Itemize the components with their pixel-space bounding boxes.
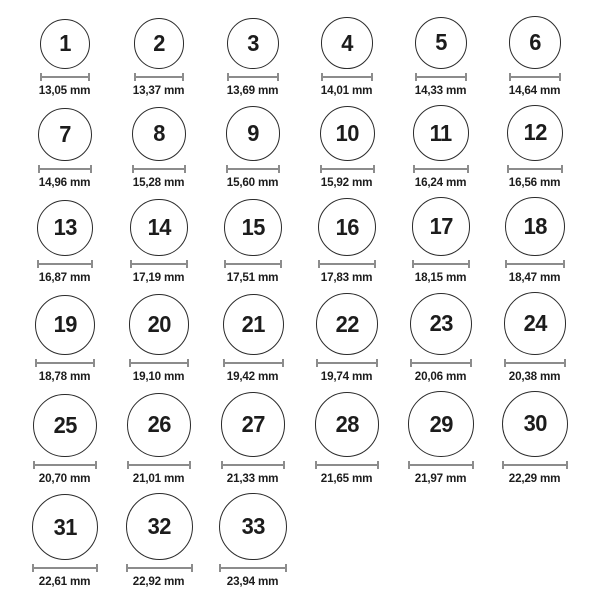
diameter-measure-line: [132, 165, 186, 173]
diameter-label: 23,94 mm: [227, 574, 279, 589]
diameter-measure-line: [219, 564, 287, 572]
diameter-measure-line: [227, 73, 278, 81]
diameter-measure-line: [507, 165, 563, 173]
diameter-label: 18,15 mm: [415, 270, 467, 285]
ring-size-number: 9: [247, 120, 259, 147]
ring-size-number: 30: [523, 410, 547, 437]
diameter-measure-line: [33, 461, 96, 469]
ring-circle: [316, 293, 378, 355]
ring-size-cell: [18, 108, 112, 189]
ring-circle: [40, 19, 90, 69]
ring-circle: [413, 105, 469, 161]
diameter-label: 19,42 mm: [227, 368, 279, 383]
diameter-label: 20,70 mm: [39, 470, 91, 485]
diameter-label: 18,78 mm: [39, 368, 91, 383]
diameter-label: 14,96 mm: [39, 174, 91, 189]
ring-circle: [35, 295, 95, 355]
diameter-measure-line: [37, 260, 94, 268]
diameter-measure-line: [226, 165, 280, 173]
diameter-label: 13,37 mm: [133, 82, 185, 97]
diameter-measure-line: [504, 359, 567, 367]
ring-circle: [315, 392, 380, 457]
ring-size-number: 28: [335, 410, 359, 437]
ring-circle: [130, 199, 187, 256]
ring-circle: [33, 394, 96, 457]
ring-circle: [504, 292, 567, 355]
ring-size-cell: [300, 17, 394, 97]
diameter-label: 19,74 mm: [321, 368, 373, 383]
diameter-label: 15,28 mm: [133, 174, 185, 189]
diameter-label: 15,92 mm: [321, 174, 373, 189]
diameter-measure-line: [410, 359, 472, 367]
ring-circle: [227, 18, 278, 69]
ring-circle: [224, 199, 282, 257]
ring-size-number: 17: [429, 213, 453, 240]
diameter-measure-line: [38, 165, 91, 173]
ring-size-number: 23: [429, 310, 453, 337]
diameter-label: 19,10 mm: [133, 368, 185, 383]
diameter-measure-line: [321, 73, 373, 81]
ring-circle: [505, 197, 564, 256]
diameter-label: 21,33 mm: [227, 470, 279, 485]
ring-size-number: 25: [53, 411, 77, 438]
ring-size-number: 18: [523, 212, 547, 239]
diameter-label: 17,19 mm: [133, 270, 185, 285]
ring-size-number: 19: [53, 311, 77, 338]
ring-size-number: 32: [147, 513, 171, 540]
ring-size-cell: [300, 293, 394, 383]
diameter-measure-line: [134, 73, 185, 81]
ring-circle: [318, 198, 376, 256]
ring-size-cell: [206, 493, 300, 589]
ring-size-number: 2: [153, 30, 165, 57]
ring-size-number: 27: [241, 411, 265, 438]
ring-circle: [320, 106, 375, 161]
diameter-label: 21,65 mm: [321, 470, 373, 485]
diameter-measure-line: [32, 564, 99, 572]
ring-size-cell: [300, 392, 394, 485]
diameter-label: 15,60 mm: [227, 174, 279, 189]
ring-circle: [129, 294, 190, 355]
ring-size-cell: [112, 493, 206, 588]
ring-size-cell: [488, 391, 582, 485]
ring-size-number: 14: [147, 214, 171, 241]
ring-size-cell: [206, 199, 300, 285]
diameter-label: 21,97 mm: [415, 470, 467, 485]
ring-size-number: 31: [53, 513, 77, 540]
diameter-label: 22,92 mm: [133, 574, 185, 589]
diameter-label: 14,33 mm: [415, 82, 467, 97]
ring-size-cell: [488, 105, 582, 189]
ring-circle: [321, 17, 373, 69]
ring-size-row: [18, 197, 582, 284]
ring-size-number: 10: [335, 119, 359, 146]
diameter-label: 21,01 mm: [133, 470, 185, 485]
ring-size-number: 13: [53, 214, 77, 241]
diameter-measure-line: [224, 260, 282, 268]
diameter-measure-line: [127, 461, 191, 469]
ring-circle: [221, 392, 285, 456]
ring-size-cell: [112, 199, 206, 284]
diameter-measure-line: [415, 73, 467, 81]
ring-circle: [507, 105, 563, 161]
ring-size-number: 26: [147, 411, 171, 438]
ring-size-cell: [300, 198, 394, 284]
ring-size-cell: [394, 197, 488, 284]
ring-circle: [219, 493, 287, 561]
ring-size-cell: [394, 105, 488, 189]
diameter-label: 13,05 mm: [39, 82, 91, 97]
ring-circle: [415, 17, 467, 69]
ring-circle: [127, 393, 191, 457]
ring-size-cell: [206, 392, 300, 484]
diameter-measure-line: [315, 461, 380, 469]
diameter-measure-line: [320, 165, 375, 173]
ring-size-number: 15: [241, 213, 265, 240]
ring-size-cell: [206, 106, 300, 188]
ring-size-number: 6: [529, 28, 541, 55]
diameter-label: 16,87 mm: [39, 270, 91, 285]
diameter-measure-line: [130, 260, 187, 268]
diameter-label: 20,38 mm: [509, 368, 561, 383]
ring-circle: [226, 106, 280, 160]
diameter-measure-line: [413, 165, 469, 173]
diameter-label: 16,24 mm: [415, 174, 467, 189]
ring-circle: [37, 200, 94, 257]
diameter-measure-line: [408, 461, 473, 469]
ring-size-number: 22: [335, 310, 359, 337]
ring-circle: [502, 391, 568, 457]
diameter-measure-line: [223, 359, 284, 367]
diameter-measure-line: [221, 461, 285, 469]
ring-size-cell: [394, 17, 488, 97]
ring-size-cell: [394, 391, 488, 484]
ring-size-number: 24: [523, 309, 547, 336]
ring-size-cell: [394, 293, 488, 383]
ring-size-row: [18, 391, 582, 485]
ring-size-row: [18, 493, 582, 589]
diameter-label: 22,61 mm: [39, 574, 91, 589]
diameter-measure-line: [502, 461, 568, 469]
ring-size-number: 7: [59, 120, 71, 147]
ring-size-row: [18, 292, 582, 383]
ring-size-cell: [206, 18, 300, 97]
ring-size-cell: [18, 19, 112, 97]
ring-size-cell: [112, 107, 206, 189]
ring-circle: [410, 293, 472, 355]
ring-circle: [134, 18, 185, 69]
ring-size-number: 11: [429, 119, 453, 146]
ring-circle: [509, 16, 562, 69]
diameter-measure-line: [35, 359, 95, 367]
ring-size-number: 16: [335, 213, 359, 240]
ring-size-number: 21: [241, 310, 265, 337]
diameter-measure-line: [126, 564, 193, 572]
ring-size-row: [18, 105, 582, 189]
ring-circle: [38, 108, 91, 161]
diameter-measure-line: [129, 359, 190, 367]
ring-size-cell: [18, 494, 112, 589]
ring-size-row: [18, 16, 582, 97]
ring-circle: [412, 197, 471, 256]
diameter-label: 17,51 mm: [227, 270, 279, 285]
diameter-label: 14,64 mm: [509, 82, 561, 97]
ring-size-number: 4: [341, 29, 353, 56]
ring-size-number: 12: [523, 119, 547, 146]
ring-circle: [223, 294, 284, 355]
ring-circle: [32, 494, 99, 561]
ring-circle: [408, 391, 473, 456]
ring-circle: [132, 107, 186, 161]
ring-circle: [126, 493, 193, 560]
ring-size-cell: [206, 294, 300, 383]
diameter-measure-line: [509, 73, 562, 81]
ring-size-cell: [18, 200, 112, 285]
diameter-measure-line: [318, 260, 376, 268]
ring-size-cell: [488, 292, 582, 383]
diameter-label: 18,47 mm: [509, 270, 561, 285]
ring-size-number: 1: [59, 30, 71, 57]
diameter-label: 20,06 mm: [415, 368, 467, 383]
ring-size-cell: [18, 394, 112, 485]
diameter-label: 13,69 mm: [227, 82, 279, 97]
ring-size-cell: [300, 106, 394, 189]
ring-size-number: 20: [147, 311, 171, 338]
diameter-label: 16,56 mm: [509, 174, 561, 189]
ring-size-cell: [112, 393, 206, 485]
diameter-measure-line: [505, 260, 564, 268]
ring-size-number: 8: [153, 120, 165, 147]
ring-size-cell: [488, 16, 582, 97]
diameter-measure-line: [40, 73, 90, 81]
ring-size-cell: [112, 294, 206, 383]
ring-size-cell: [112, 18, 206, 97]
ring-size-cell: [488, 197, 582, 284]
ring-size-number: 5: [435, 29, 447, 56]
ring-size-number: 29: [429, 410, 453, 437]
diameter-label: 14,01 mm: [321, 82, 373, 97]
ring-size-number: 3: [247, 29, 259, 56]
diameter-label: 22,29 mm: [509, 470, 561, 485]
diameter-measure-line: [412, 260, 471, 268]
ring-size-cell: [18, 295, 112, 383]
diameter-measure-line: [316, 359, 378, 367]
diameter-label: 17,83 mm: [321, 270, 373, 285]
ring-size-number: 33: [241, 513, 265, 540]
